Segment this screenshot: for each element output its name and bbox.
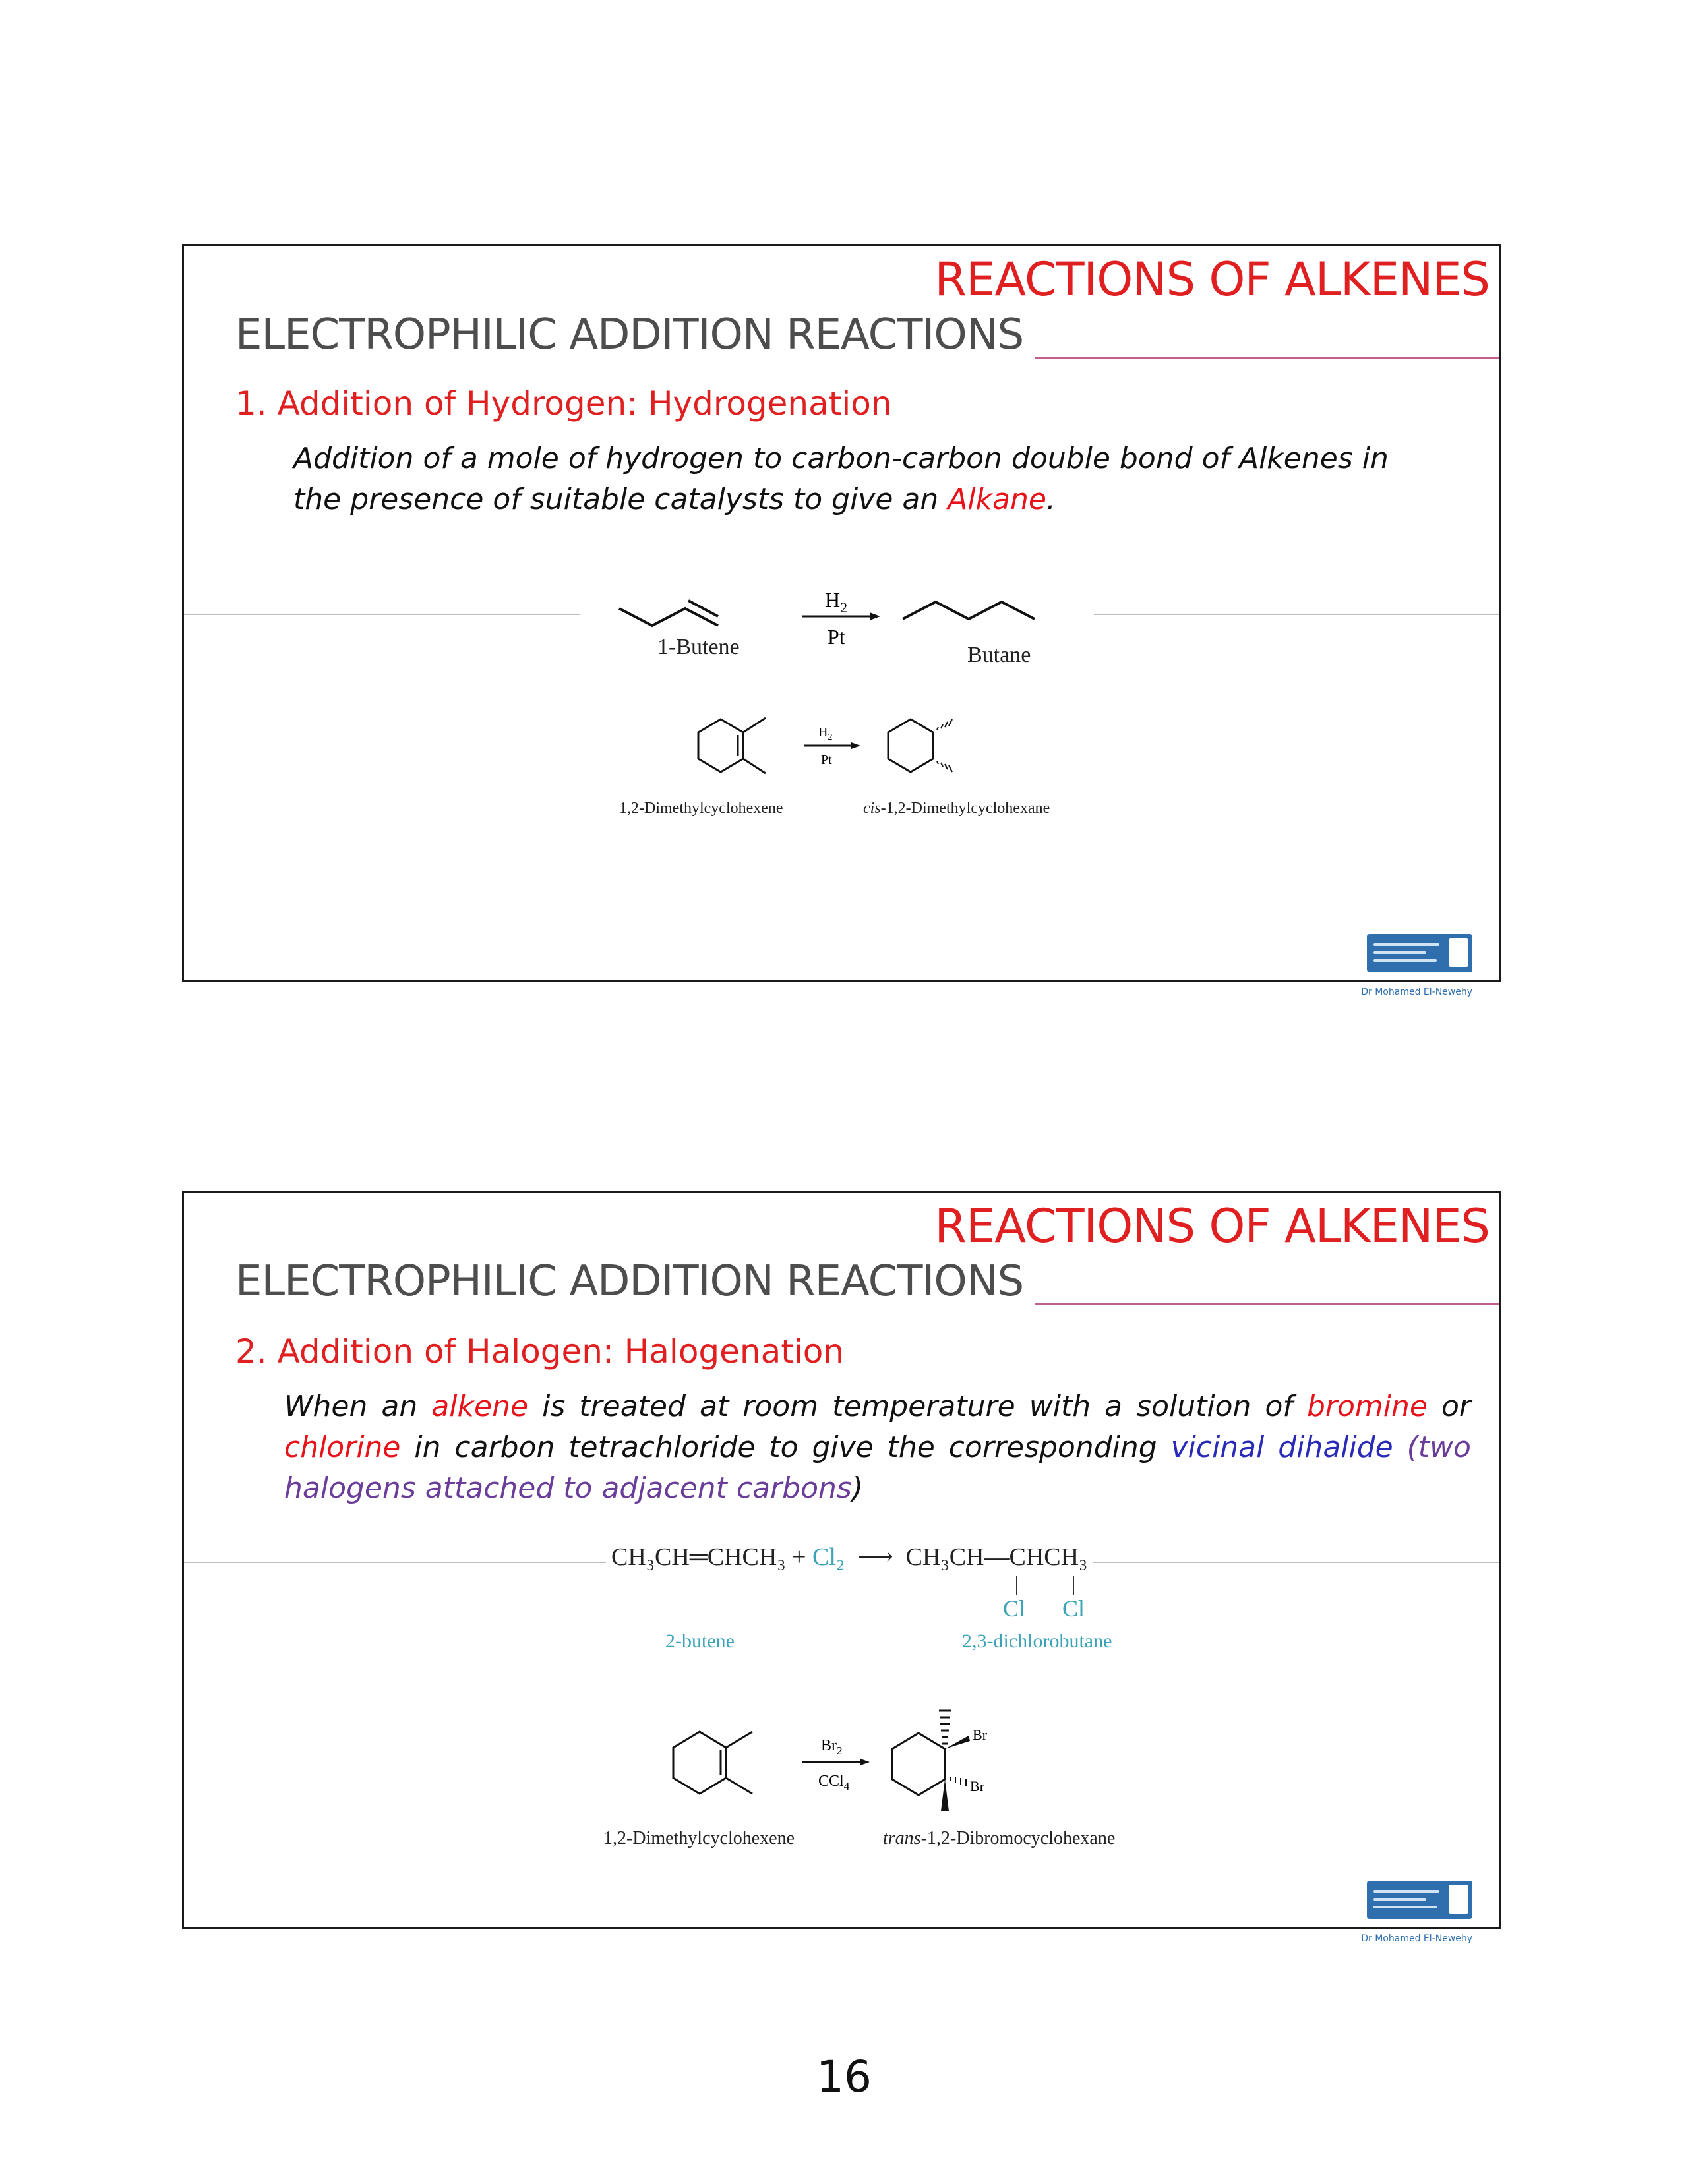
alkene-highlight: alkene <box>431 1390 529 1423</box>
cyclohexene-ring <box>673 1732 726 1794</box>
dihalide-highlight: dihalide <box>1278 1431 1393 1464</box>
slide-topic: REACTIONS OF ALKENES <box>934 252 1490 307</box>
bromine-substituent: Br <box>970 1778 984 1794</box>
wedge-bond <box>945 1736 970 1749</box>
parenthetical-note: (two halogens attached to adjacent carbons <box>284 1431 1471 1505</box>
slide-heading: ELECTROPHILIC ADDITION REACTIONS <box>235 1257 1024 1306</box>
section-heading: 2. Addition of Halogen: Halogenation <box>235 1332 845 1371</box>
methyl-bond <box>743 718 766 732</box>
hashed-bond <box>950 1777 966 1786</box>
chlorine-substituent: Cl <box>1062 1595 1085 1622</box>
slide-heading: ELECTROPHILIC ADDITION REACTIONS <box>235 310 1024 359</box>
section-heading: 1. Addition of Hydrogen: Hydrogenation <box>235 384 892 423</box>
solvent-label: CCl$_4$ <box>818 1773 850 1792</box>
heading-rule <box>1035 1303 1499 1305</box>
definition-paragraph <box>293 438 1428 520</box>
reactant-name: 1-Butene <box>657 635 740 659</box>
plus-sign: + <box>792 1543 806 1571</box>
bromination-scheme <box>659 1674 1133 1825</box>
university-logo <box>1367 1881 1472 1919</box>
cyclohexene-ring <box>698 719 743 772</box>
bond-line <box>1073 1576 1074 1595</box>
reactant-name: 1,2-Dimethylcyclohexene <box>603 1828 795 1848</box>
author-credit: Dr Mohamed El-Newehy <box>1361 1933 1472 1944</box>
catalyst-label: Pt <box>828 625 845 649</box>
product-name: Butane <box>967 643 1031 667</box>
reaction-equation <box>606 1542 1093 1572</box>
product-name: cis-1,2-Dimethylcyclohexane <box>863 800 1050 817</box>
product-name: trans-1,2-Dibromocyclohexane <box>883 1828 1116 1848</box>
reactant-formula: CH₃CH═CHCH₃ <box>611 1543 786 1571</box>
reagent-label: $Br_2$ <box>821 1737 843 1757</box>
slide-hydrogenation <box>182 244 1501 997</box>
author-credit: Dr Mohamed El-Newehy <box>1361 987 1472 997</box>
chlorine-highlight: chlorine <box>284 1431 401 1464</box>
reagent-label: $H_2$ <box>825 588 848 616</box>
page-number: 16 <box>816 2051 872 2102</box>
alkane-highlight: Alkane <box>948 483 1046 516</box>
heading-rule <box>1035 357 1499 359</box>
product-name: 2,3-dichlorobutane <box>962 1630 1112 1652</box>
reactant-name: 1,2-Dimethylcyclohexene <box>619 800 783 817</box>
hashed-bond <box>939 1711 951 1744</box>
catalyst-label: Pt <box>821 753 832 767</box>
slide-topic: REACTIONS OF ALKENES <box>934 1199 1490 1253</box>
crest-icon <box>1449 938 1468 967</box>
product-formula: CH₃CH—CHCH₃ <box>905 1543 1088 1571</box>
methyl-bond <box>726 1778 752 1794</box>
chlorine-substituent: Cl <box>1003 1595 1026 1622</box>
methyl-bond <box>726 1732 752 1748</box>
crest-icon <box>1449 1885 1468 1914</box>
paragraph-text: Addition of a mole of hydrogen to carbon-carbon double bond of Alkenes in the presence of suitable catalysts to give an <box>293 442 1389 516</box>
definition-paragraph: When an alkene is treated at room temperature with a solution of bromine or chlorine in carbon tetrachloride to give the corresponding vicinal dihalide (two halogens attached to adjacent carbons) <box>284 1390 1472 1505</box>
methyl-bond <box>743 759 766 773</box>
cyclohexane-ring <box>888 719 933 772</box>
university-logo <box>1367 934 1472 972</box>
cyclohexane-ring <box>892 1733 945 1795</box>
reactant-name: 2-butene <box>665 1630 735 1652</box>
reaction-arrow: ⟶ <box>851 1543 900 1571</box>
slide-halogenation <box>182 1191 1501 1944</box>
reagent-label: $H_2$ <box>818 725 833 742</box>
wedge-bond <box>941 1779 949 1811</box>
reagent-formula: Cl₂ <box>812 1543 845 1571</box>
bromine-highlight: bromine <box>1306 1390 1428 1423</box>
cyclohexene-hydrogenation-scheme <box>672 694 1041 806</box>
vicinal-highlight: vicinal <box>1170 1431 1265 1464</box>
bromine-substituent: Br <box>973 1727 987 1743</box>
hashed-bond <box>937 719 952 772</box>
paragraph-end: . <box>1046 483 1056 516</box>
bond-line <box>1016 1576 1017 1595</box>
